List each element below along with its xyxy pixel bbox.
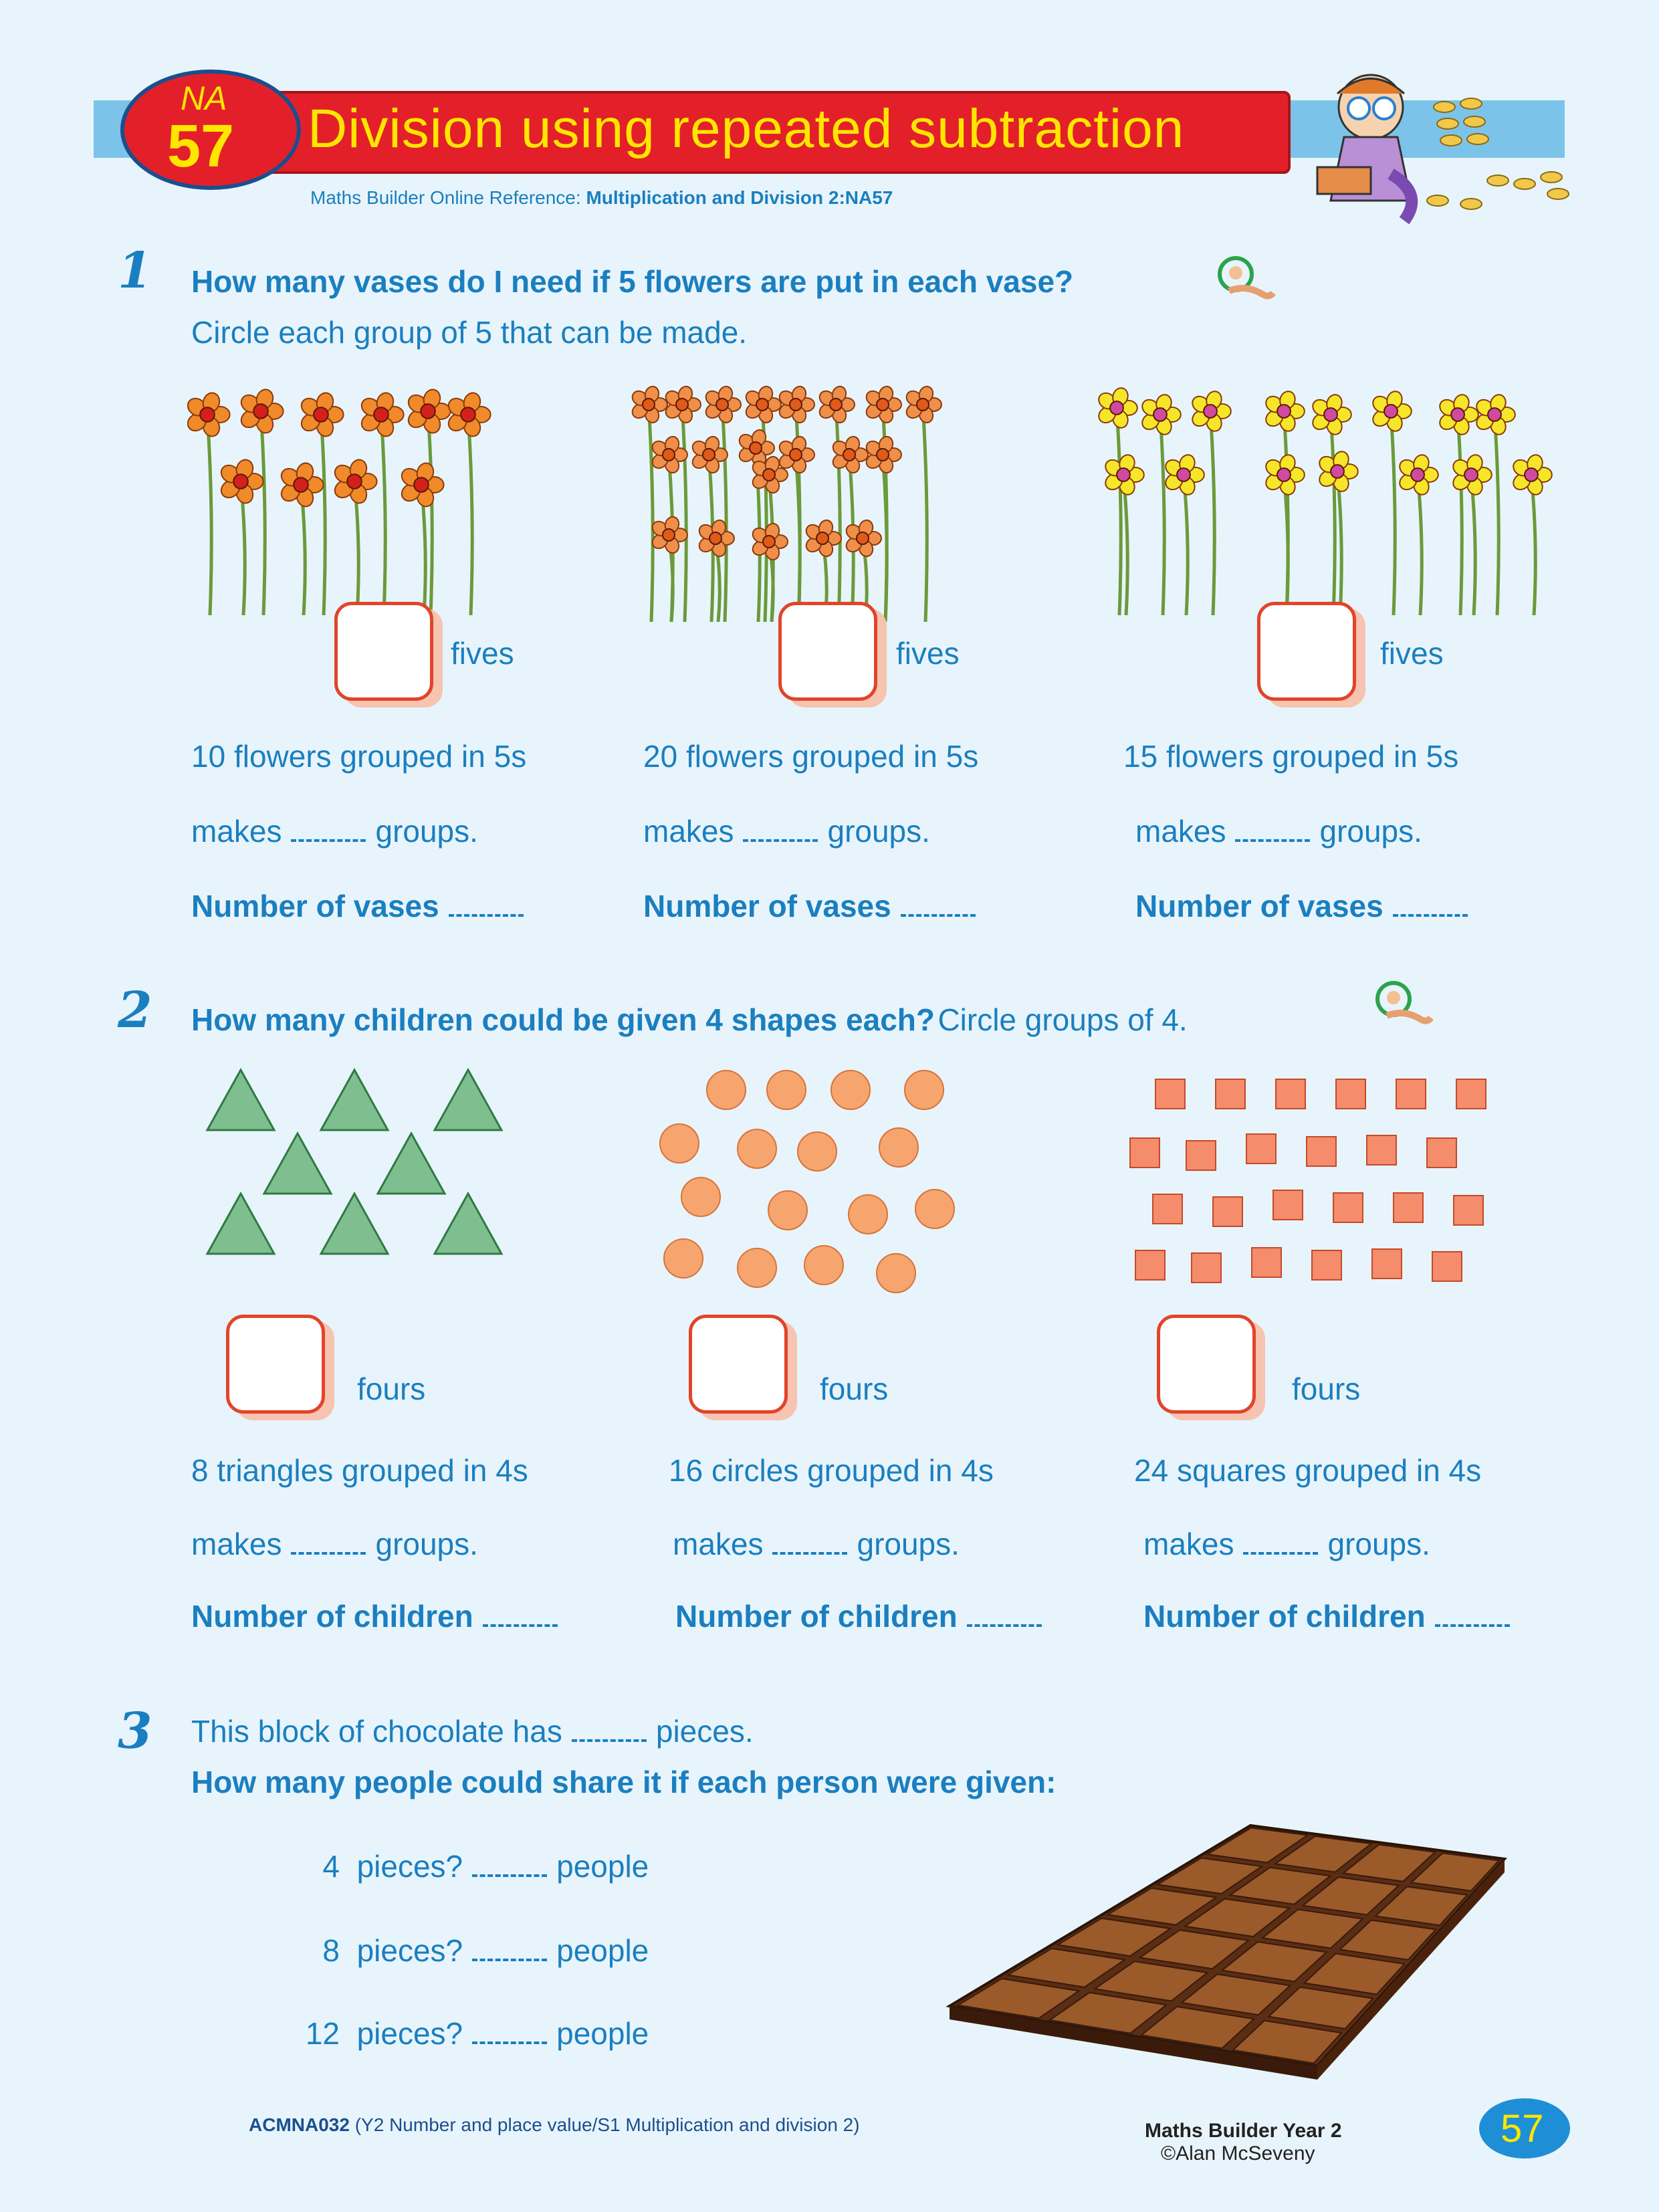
- flower-illustrations: [187, 374, 1565, 622]
- girl-with-coins-illustration: [1270, 67, 1578, 227]
- answer-blank[interactable]: [472, 1868, 547, 1877]
- worm-mascot-icon: [1216, 254, 1276, 301]
- q2-answer-box-2[interactable]: [689, 1315, 788, 1414]
- q1-part1-result-line: [191, 888, 533, 924]
- pieces-number: 4: [322, 1849, 340, 1884]
- curriculum-code: [249, 2114, 860, 2136]
- answer-blank[interactable]: [1235, 833, 1310, 842]
- q1-box-label-1: fives: [451, 636, 514, 671]
- makes-label: makes: [191, 814, 282, 849]
- q1-part1-line1: 10 flowers grouped in 5s: [191, 739, 527, 774]
- q2-part3-makes-line: [1143, 1526, 1430, 1562]
- groups-label: groups.: [1319, 814, 1422, 849]
- flower-group-20: [629, 384, 942, 622]
- makes-label: makes: [643, 814, 734, 849]
- answer-blank[interactable]: [472, 1952, 547, 1961]
- answer-blank[interactable]: [772, 1545, 847, 1555]
- question-2-text: How many children could be given 4 shapes each?: [191, 1002, 935, 1037]
- question-2-line: [191, 1002, 1188, 1038]
- answer-blank[interactable]: [291, 1545, 366, 1555]
- makes-label: makes: [191, 1527, 282, 1561]
- answer-blank[interactable]: [743, 833, 818, 842]
- makes-label: makes: [1135, 814, 1226, 849]
- question-1-number: 1: [118, 242, 152, 300]
- flower-group-15: [1096, 386, 1552, 615]
- q1-answer-box-1[interactable]: [334, 602, 433, 701]
- groups-label: groups.: [827, 814, 930, 849]
- online-reference: [310, 187, 893, 209]
- makes-label: makes: [1143, 1527, 1234, 1561]
- answer-blank[interactable]: [472, 2035, 547, 2044]
- result-label: Number of vases: [1135, 889, 1384, 923]
- q2-answer-box-3[interactable]: [1157, 1315, 1256, 1414]
- q1-answer-box-3[interactable]: [1257, 602, 1356, 701]
- q1-answer-box-2[interactable]: [778, 602, 877, 701]
- shape-illustrations: [187, 1057, 1565, 1297]
- pieces-number: 8: [322, 1933, 340, 1968]
- reference-label: Maths Builder Online Reference:: [310, 187, 581, 208]
- q1-part3-line1: 15 flowers grouped in 5s: [1123, 739, 1459, 774]
- q1-part1-makes-line: [191, 813, 478, 849]
- makes-label: makes: [673, 1527, 764, 1561]
- pieces-label: pieces?: [356, 2016, 463, 2051]
- badge-number: 57: [167, 113, 235, 180]
- book-title: Maths Builder Year 2: [1145, 2120, 1342, 2142]
- q1-part2-line1: 20 flowers grouped in 5s: [643, 739, 979, 774]
- question-1-text: How many vases do I need if 5 flowers are put in each vase?: [191, 264, 1074, 299]
- answer-blank[interactable]: [1435, 1618, 1510, 1627]
- result-label: Number of children: [191, 1599, 473, 1634]
- question-3-line1: [191, 1713, 754, 1749]
- pieces-label: pieces?: [356, 1849, 463, 1884]
- pieces-label: pieces?: [356, 1933, 463, 1968]
- q2-box-label-3: fours: [1292, 1371, 1361, 1406]
- reference-value: Multiplication and Division 2:NA57: [586, 187, 893, 208]
- page-number: 57: [1501, 2107, 1544, 2150]
- question-3-text: How many people could share it if each person were given:: [191, 1765, 1057, 1799]
- groups-label: groups.: [857, 1527, 960, 1561]
- triangle-group: [207, 1070, 502, 1254]
- groups-label: groups.: [375, 1527, 478, 1561]
- q3-line1-end: pieces.: [655, 1714, 754, 1749]
- q2-box-label-2: fours: [820, 1371, 889, 1406]
- circle-group: [660, 1071, 954, 1293]
- square-group: [1130, 1079, 1486, 1283]
- q2-part3-result-line: [1143, 1598, 1519, 1634]
- copyright: ©Alan McSeveny: [1161, 2142, 1315, 2165]
- answer-blank[interactable]: [449, 907, 524, 917]
- q2-part1-result-line: [191, 1598, 567, 1634]
- q1-part3-makes-line: [1135, 813, 1422, 849]
- code: ACMNA032: [249, 2114, 350, 2135]
- q2-part2-result-line: [675, 1598, 1051, 1634]
- badge-prefix: NA: [181, 80, 227, 117]
- question-3-number: 3: [118, 1702, 152, 1760]
- q2-part1-makes-line: [191, 1526, 478, 1562]
- q1-part3-result-line: [1135, 888, 1477, 924]
- chocolate-block-illustration: [943, 1805, 1518, 2086]
- page-title: Division using repeated subtraction: [308, 98, 1185, 159]
- question-1-instruction: Circle each group of 5 that can be made.: [191, 315, 748, 350]
- q2-box-label-1: fours: [357, 1371, 426, 1406]
- answer-blank[interactable]: [1243, 1545, 1318, 1555]
- q1-box-label-2: fives: [896, 636, 960, 671]
- answer-blank[interactable]: [483, 1618, 558, 1627]
- question-2-number: 2: [118, 982, 152, 1039]
- answer-blank[interactable]: [1393, 907, 1468, 917]
- worm-mascot-icon: [1373, 979, 1434, 1026]
- result-label: Number of vases: [191, 889, 439, 923]
- groups-label: groups.: [375, 814, 478, 849]
- q1-part2-result-line: [643, 888, 985, 924]
- people-label: people: [556, 1933, 649, 1968]
- code-description: (Y2 Number and place value/S1 Multiplication and division 2): [354, 2114, 860, 2135]
- pieces-number: 12: [305, 2016, 340, 2051]
- q3-row-1: [310, 1848, 649, 1884]
- groups-label: groups.: [1327, 1527, 1430, 1561]
- q1-box-label-3: fives: [1380, 636, 1444, 671]
- answer-blank[interactable]: [901, 907, 976, 917]
- q3-line1-start: This block of chocolate has: [191, 1714, 562, 1749]
- people-label: people: [556, 1849, 649, 1884]
- question-2-instruction: Circle groups of 4.: [937, 1002, 1188, 1037]
- q2-part2-makes-line: [673, 1526, 960, 1562]
- q2-part1-line1: 8 triangles grouped in 4s: [191, 1453, 528, 1488]
- q2-part2-line1: 16 circles grouped in 4s: [669, 1453, 994, 1488]
- q2-answer-box-1[interactable]: [226, 1315, 325, 1414]
- q3-row-2: [310, 1932, 649, 1969]
- q3-row-3: [302, 2015, 649, 2052]
- result-label: Number of vases: [643, 889, 891, 923]
- result-label: Number of children: [675, 1599, 958, 1634]
- answer-blank[interactable]: [572, 1733, 647, 1742]
- q2-part3-line1: 24 squares grouped in 4s: [1134, 1453, 1482, 1488]
- q1-part2-makes-line: [643, 813, 930, 849]
- answer-blank[interactable]: [967, 1618, 1042, 1627]
- flower-group-10: [187, 387, 491, 615]
- result-label: Number of children: [1143, 1599, 1426, 1634]
- answer-blank[interactable]: [291, 833, 366, 842]
- people-label: people: [556, 2016, 649, 2051]
